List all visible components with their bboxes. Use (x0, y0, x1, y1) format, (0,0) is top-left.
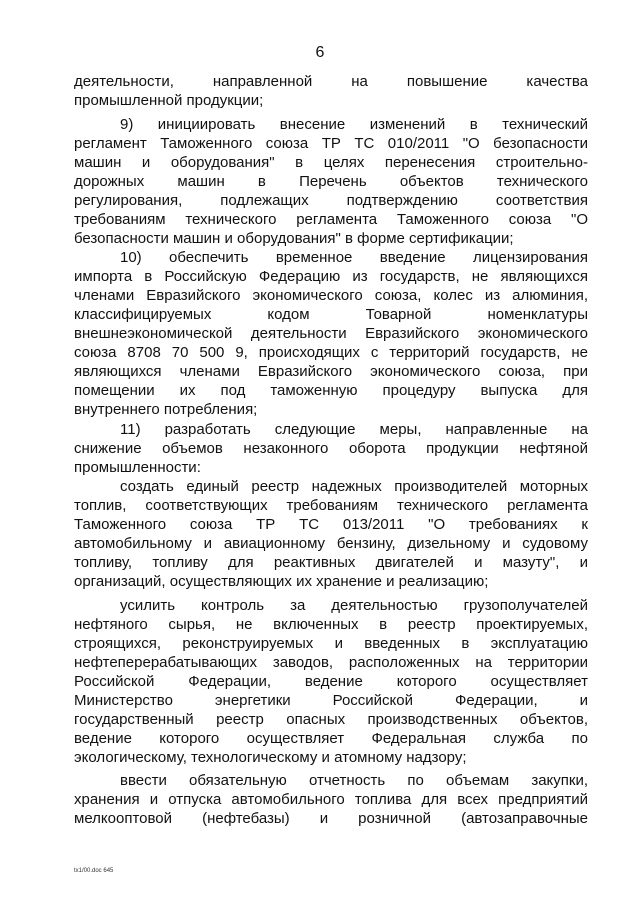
text-line: снижение объемов незаконного оборота продукции нефтяной (74, 440, 588, 457)
text-line: классифицируемых кодом Товарной номенклатуры (74, 306, 588, 323)
text-line: безопасности машин и оборудования" в форме сертификации; (74, 230, 514, 247)
text-line: ведение которого осуществляет Федеральная служба по (74, 730, 588, 747)
page-number: 6 (315, 44, 325, 61)
text-line: Министерство энергетики Российской Федерации, и (74, 692, 588, 709)
text-line: государственный реестр опасных производственных объектов, (74, 711, 588, 728)
text-line: мелкооптовой (нефтебазы) и розничной (автозаправочные (74, 810, 588, 827)
text-line: машин и оборудования" в целях перенесения строительно- (74, 154, 588, 171)
text-line: хранения и отпуска автомобильного топлива для всех предприятий (74, 791, 588, 808)
text-line: экологическому, технологическому и атомному надзору; (74, 749, 467, 766)
text-line: Таможенного союза ТР ТС 013/2011 "О требованиях к (74, 516, 588, 533)
text-line: усилить контроль за деятельностью грузополучателей (120, 597, 588, 614)
text-line: топлив, соответствующих требованиям технического регламента (74, 497, 588, 514)
text-line: членами Евразийского экономического союза, колес из алюминия, (74, 287, 588, 304)
document-footer: tx1/00.doc 645 (74, 868, 114, 874)
text-line: дорожных машин в Перечень объектов технического (74, 173, 588, 190)
text-line: союза 8708 70 500 9, происходящих с территорий государств, не (74, 344, 588, 361)
text-line: промышленной продукции; (74, 92, 264, 109)
text-line: промышленности: (74, 459, 201, 476)
text-line: нефтеперерабатывающих заводов, расположенных на территории (74, 654, 588, 671)
text-line: регламент Таможенного союза ТР ТС 010/2011 "О безопасности (74, 135, 588, 152)
text-line: внешнеэкономической деятельности Евразийского экономического (74, 325, 588, 342)
text-line: 11) разработать следующие меры, направленные на (120, 421, 588, 438)
text-line: строящихся, реконструируемых и введенных в эксплуатацию (74, 635, 588, 652)
text-line: 9) инициировать внесение изменений в технический (120, 116, 588, 133)
text-line: внутреннего потребления; (74, 401, 258, 418)
text-line: топливу, топливу для реактивных двигателей и мазуту", и (74, 554, 588, 571)
text-line: автомобильному и авиационному бензину, дизельному и судовому (74, 535, 588, 552)
text-line: 10) обеспечить временное введение лицензирования (120, 249, 588, 266)
text-line: импорта в Российскую Федерацию из государств, не являющихся (74, 268, 588, 285)
text-line: Российской Федерации, ведение которого осуществляет (74, 673, 588, 690)
text-line: помещении их под таможенную процедуру выпуска для (74, 382, 588, 399)
text-line: требованиям технического регламента Таможенного союза "О (74, 211, 588, 228)
text-line: нефтяного сырья, не включенных в реестр проектируемых, (74, 616, 588, 633)
text-line: деятельности, направленной на повышение качества (74, 73, 588, 90)
text-line: являющихся членами Евразийского экономического союза, при (74, 363, 588, 380)
text-line: ввести обязательную отчетность по объемам закупки, (120, 772, 588, 789)
text-line: организаций, осуществляющих их хранение и реализацию; (74, 573, 489, 590)
text-line: регулирования, подлежащих подтверждению соответствия (74, 192, 588, 209)
text-line: создать единый реестр надежных производителей моторных (120, 478, 588, 495)
